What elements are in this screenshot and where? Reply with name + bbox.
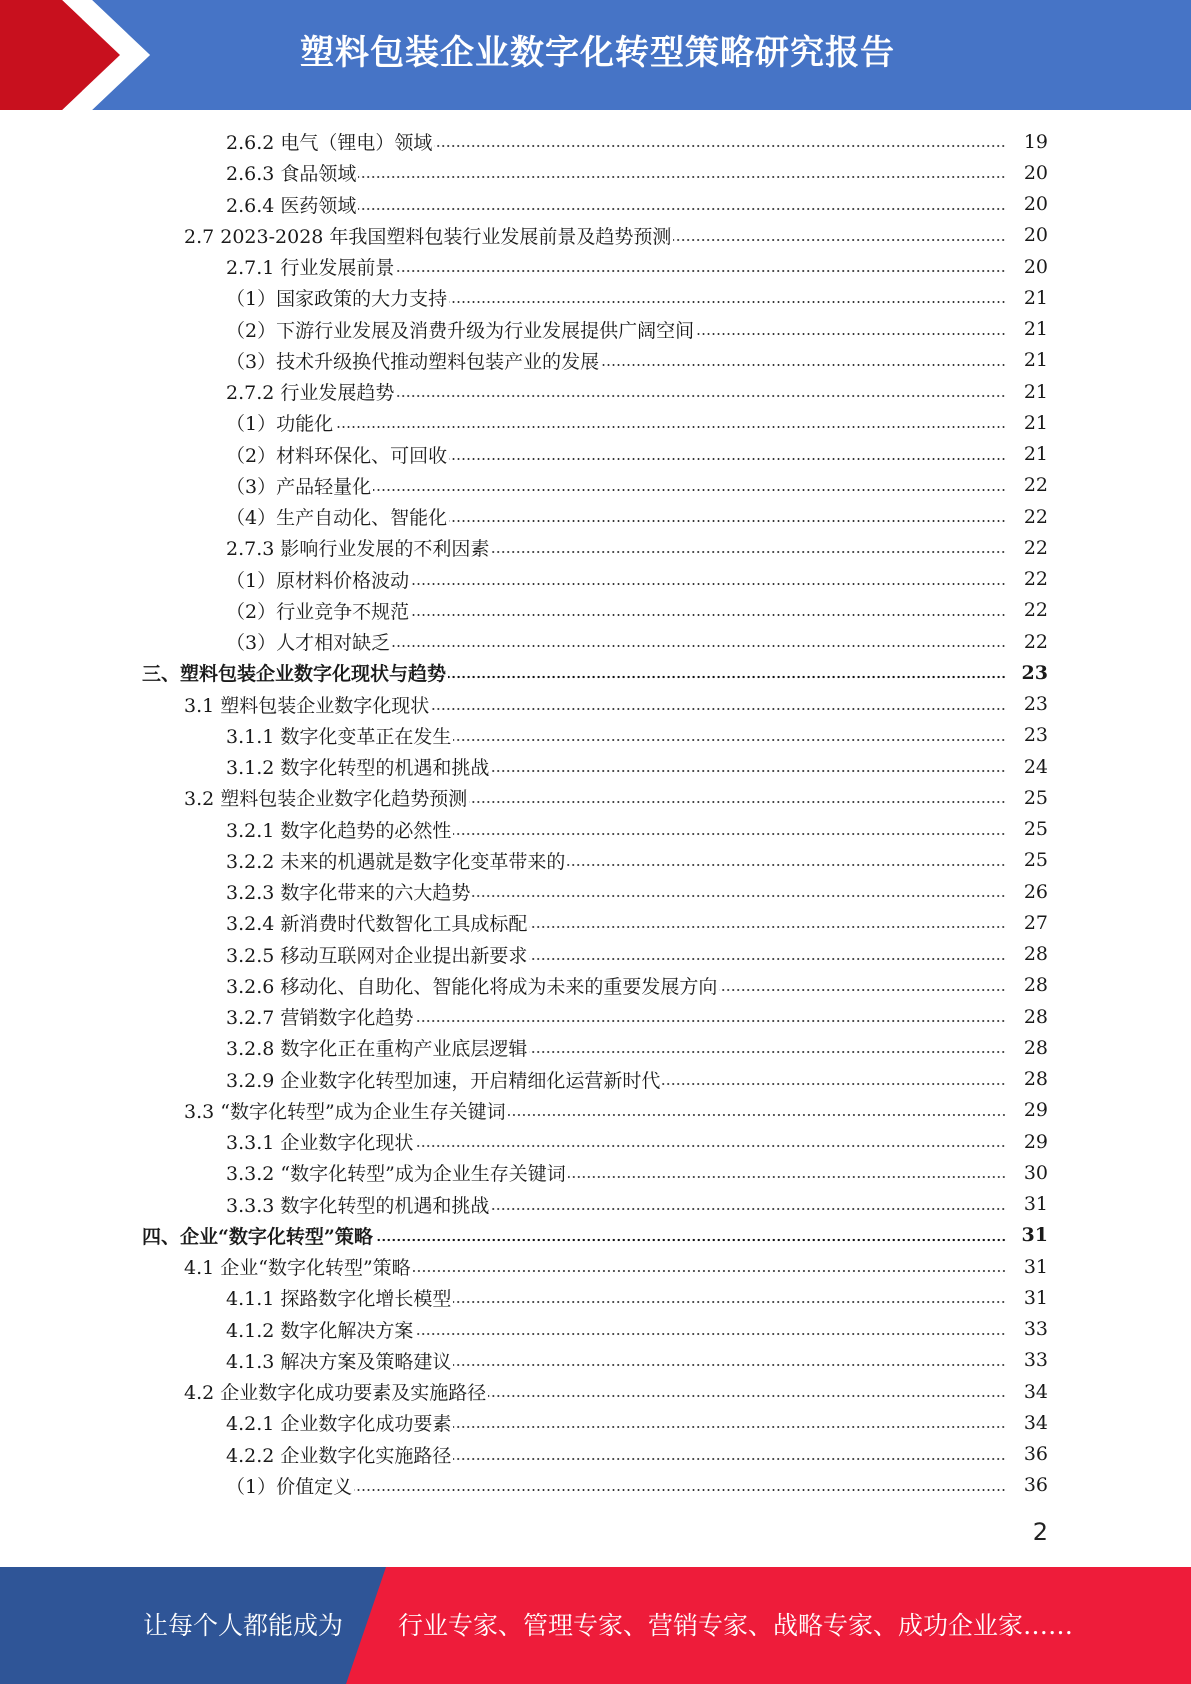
- toc-entry-title: 3.2.5 移动互联网对企业提出新要求: [226, 944, 528, 967]
- toc-entry-page: 19: [1023, 130, 1048, 153]
- toc-dot-leader: [453, 1424, 1006, 1430]
- toc-dot-leader: [358, 206, 1006, 212]
- toc-entry-title: 3.3.1 企业数字化现状: [226, 1132, 414, 1155]
- toc-entry[interactable]: [0, 1001, 1191, 1032]
- toc-entry-page: 21: [1023, 286, 1048, 309]
- toc-entry-title: 3.2.6 移动化、自助化、智能化将成为未来的重要发展方向: [226, 975, 718, 998]
- toc-dot-leader: [449, 518, 1006, 524]
- toc-entry-title: 4.1.2 数字化解决方案: [226, 1319, 414, 1342]
- toc-dot-leader: [469, 799, 1006, 805]
- table-of-contents: [0, 126, 1191, 1501]
- toc-entry[interactable]: [0, 845, 1191, 876]
- page-number: 2: [1032, 1518, 1048, 1546]
- toc-dot-leader: [719, 987, 1006, 993]
- report-title: 塑料包装企业数字化转型策略研究报告: [300, 33, 895, 73]
- toc-entry[interactable]: [0, 126, 1191, 157]
- toc-entry-page: 33: [1023, 1318, 1048, 1341]
- toc-entry-page: 27: [1023, 911, 1048, 934]
- toc-entry-page: 20: [1023, 161, 1048, 184]
- toc-entry-title: 3.2.2 未来的机遇就是数字化变革带来的: [226, 850, 566, 873]
- toc-entry-page: 20: [1023, 193, 1048, 216]
- toc-entry-title: 3.1 塑料包装企业数字化现状: [184, 694, 430, 717]
- toc-dot-leader: [568, 1174, 1006, 1180]
- toc-dot-leader: [529, 956, 1006, 962]
- toc-entry-title: （1）国家政策的大力支持: [226, 288, 448, 311]
- toc-entry[interactable]: [0, 1189, 1191, 1220]
- toc-entry[interactable]: [0, 1376, 1191, 1407]
- toc-dot-leader: [434, 143, 1006, 149]
- toc-dot-leader: [411, 612, 1006, 618]
- toc-entry-page: 26: [1023, 880, 1048, 903]
- toc-entry[interactable]: [0, 251, 1191, 282]
- toc-dot-leader: [449, 456, 1006, 462]
- toc-entry[interactable]: [0, 314, 1191, 345]
- toc-dot-leader: [396, 268, 1006, 274]
- toc-entry-page: 28: [1023, 974, 1048, 997]
- toc-entry-page: 22: [1023, 599, 1048, 622]
- toc-dot-leader: [567, 862, 1006, 868]
- toc-entry-title: 2.7.1 行业发展前景: [226, 257, 395, 280]
- toc-entry[interactable]: [0, 1314, 1191, 1345]
- toc-entry-title: 3.1.1 数字化变革正在发生: [226, 725, 452, 748]
- toc-dot-leader: [472, 893, 1006, 899]
- toc-entry-title: （1）原材料价格波动: [226, 569, 410, 592]
- toc-entry-title: （3）产品轻量化: [226, 475, 372, 498]
- toc-entry[interactable]: [0, 1407, 1191, 1438]
- toc-entry[interactable]: [0, 907, 1191, 938]
- toc-entry-page: 21: [1023, 411, 1048, 434]
- toc-dot-leader: [662, 1081, 1006, 1087]
- toc-entry-page: 28: [1023, 943, 1048, 966]
- toc-dot-leader: [449, 299, 1006, 305]
- toc-entry[interactable]: [0, 157, 1191, 188]
- toc-dot-leader: [375, 1237, 1006, 1243]
- toc-entry[interactable]: [0, 376, 1191, 407]
- toc-entry-page: 21: [1023, 380, 1048, 403]
- toc-entry-title: 3.2 塑料包装企业数字化趋势预测: [184, 788, 468, 811]
- toc-entry-page: 20: [1023, 255, 1048, 278]
- toc-entry[interactable]: [0, 564, 1191, 595]
- toc-entry-page: 33: [1023, 1349, 1048, 1372]
- toc-entry[interactable]: [0, 689, 1191, 720]
- toc-entry[interactable]: [0, 595, 1191, 626]
- toc-entry-title: 2.6.2 电气（锂电）领域: [226, 132, 433, 155]
- toc-dot-leader: [415, 1331, 1006, 1337]
- toc-entry-title: 4.1.3 解决方案及策略建议: [226, 1350, 452, 1373]
- toc-dot-leader: [601, 362, 1006, 368]
- toc-entry-title: （4）生产自动化、智能化: [226, 507, 448, 530]
- toc-entry-title: 2.7 2023-2028 年我国塑料包装行业发展前景及趋势预测: [184, 225, 672, 248]
- toc-entry-title: 四、企业“数字化转型”策略: [142, 1225, 373, 1248]
- toc-entry-page: 23: [1023, 693, 1048, 716]
- toc-entry-page: 30: [1023, 1161, 1048, 1184]
- toc-entry-title: 2.6.3 食品领域: [226, 163, 357, 186]
- toc-entry[interactable]: [0, 939, 1191, 970]
- toc-entry-page: 36: [1023, 1474, 1048, 1497]
- toc-dot-leader: [431, 706, 1006, 712]
- toc-entry-page: 22: [1023, 474, 1048, 497]
- toc-entry[interactable]: [0, 220, 1191, 251]
- toc-entry[interactable]: [0, 657, 1191, 688]
- toc-entry-title: 3.2.3 数字化带来的六大趋势: [226, 882, 471, 905]
- toc-entry[interactable]: [0, 814, 1191, 845]
- toc-entry-page: 25: [1023, 786, 1048, 809]
- toc-entry-page: 22: [1023, 536, 1048, 559]
- footer-slogan-left: 让每个人都能成为: [143, 1611, 344, 1640]
- toc-entry-page: 24: [1023, 755, 1048, 778]
- toc-entry[interactable]: [0, 626, 1191, 657]
- toc-entry[interactable]: [0, 1282, 1191, 1313]
- toc-entry-title: 3.2.9 企业数字化转型加速，开启精细化运营新时代: [226, 1069, 661, 1092]
- toc-dot-leader: [453, 831, 1006, 837]
- toc-dot-leader: [392, 643, 1006, 649]
- toc-entry-title: 3.3 “数字化转型”成为企业生存关键词: [184, 1100, 506, 1123]
- page-header: [0, 0, 1191, 110]
- toc-entry-title: 3.1.2 数字化转型的机遇和挑战: [226, 757, 490, 780]
- toc-entry-title: （1）功能化: [226, 413, 334, 436]
- toc-entry[interactable]: [0, 1064, 1191, 1095]
- toc-entry-title: 4.1.1 探路数字化增长模型: [226, 1288, 452, 1311]
- toc-dot-leader: [491, 549, 1006, 555]
- toc-entry[interactable]: [0, 189, 1191, 220]
- toc-entry-page: 23: [1021, 661, 1048, 684]
- toc-entry-title: 3.2.4 新消费时代数智化工具成标配: [226, 913, 528, 936]
- toc-dot-leader: [453, 737, 1006, 743]
- toc-entry-page: 28: [1023, 1068, 1048, 1091]
- toc-entry[interactable]: [0, 1126, 1191, 1157]
- toc-dot-leader: [448, 674, 1006, 680]
- toc-entry-title: 3.2.7 营销数字化趋势: [226, 1007, 414, 1030]
- toc-dot-leader: [453, 1362, 1006, 1368]
- toc-entry[interactable]: [0, 1470, 1191, 1501]
- toc-dot-leader: [491, 768, 1006, 774]
- toc-entry[interactable]: [0, 1345, 1191, 1376]
- toc-dot-leader: [508, 1112, 1006, 1118]
- toc-entry[interactable]: [0, 532, 1191, 563]
- toc-dot-leader: [453, 1456, 1006, 1462]
- toc-entry-page: 28: [1023, 1036, 1048, 1059]
- toc-entry-page: 28: [1023, 1005, 1048, 1028]
- toc-entry[interactable]: [0, 1095, 1191, 1126]
- toc-entry-page: 22: [1023, 505, 1048, 528]
- toc-entry-title: （1）价值定义: [226, 1475, 353, 1498]
- toc-dot-leader: [696, 331, 1006, 337]
- toc-entry-title: 4.2.1 企业数字化成功要素: [226, 1413, 452, 1436]
- toc-entry-title: 3.2.1 数字化趋势的必然性: [226, 819, 452, 842]
- toc-entry-page: 36: [1023, 1443, 1048, 1466]
- toc-entry-page: 21: [1023, 349, 1048, 372]
- footer-slogan-right: 行业专家、管理专家、营销专家、战略专家、成功企业家……: [398, 1611, 1074, 1640]
- toc-entry[interactable]: [0, 439, 1191, 470]
- toc-entry-title: 3.3.2 “数字化转型”成为企业生存关键词: [226, 1163, 566, 1186]
- toc-entry-title: 2.6.4 医药领域: [226, 194, 357, 217]
- toc-entry[interactable]: [0, 1032, 1191, 1063]
- toc-entry[interactable]: [0, 407, 1191, 438]
- toc-entry-page: 29: [1023, 1099, 1048, 1122]
- toc-entry-page: 31: [1023, 1193, 1048, 1216]
- toc-dot-leader: [673, 237, 1006, 243]
- page-footer: [0, 1567, 1191, 1684]
- toc-entry[interactable]: [0, 470, 1191, 501]
- toc-entry-page: 25: [1023, 818, 1048, 841]
- toc-entry-title: 4.1 企业“数字化转型”策略: [184, 1257, 411, 1280]
- toc-entry-page: 34: [1023, 1411, 1048, 1434]
- toc-entry-page: 31: [1021, 1224, 1048, 1247]
- toc-dot-leader: [415, 1018, 1006, 1024]
- header-chevron-icon: [0, 0, 150, 110]
- toc-entry-title: 3.3.3 数字化转型的机遇和挑战: [226, 1194, 490, 1217]
- toc-dot-leader: [411, 581, 1006, 587]
- toc-dot-leader: [335, 424, 1006, 430]
- toc-dot-leader: [396, 393, 1006, 399]
- toc-entry-page: 29: [1023, 1130, 1048, 1153]
- toc-entry-page: 31: [1023, 1286, 1048, 1309]
- toc-entry-title: 4.2 企业数字化成功要素及实施路径: [184, 1382, 487, 1405]
- toc-dot-leader: [453, 1299, 1006, 1305]
- toc-entry-title: （3）技术升级换代推动塑料包装产业的发展: [226, 350, 600, 373]
- toc-entry-page: 21: [1023, 318, 1048, 341]
- toc-entry-title: 2.7.2 行业发展趋势: [226, 382, 395, 405]
- toc-entry-page: 23: [1023, 724, 1048, 747]
- toc-entry[interactable]: [0, 345, 1191, 376]
- toc-entry-title: 3.2.8 数字化正在重构产业底层逻辑: [226, 1038, 528, 1061]
- toc-entry-page: 31: [1023, 1255, 1048, 1278]
- toc-entry[interactable]: [0, 720, 1191, 751]
- toc-entry[interactable]: [0, 1157, 1191, 1188]
- toc-entry[interactable]: [0, 970, 1191, 1001]
- toc-entry-title: 三、塑料包装企业数字化现状与趋势: [142, 663, 447, 686]
- toc-entry-page: 25: [1023, 849, 1048, 872]
- toc-entry-title: （2）行业竞争不规范: [226, 600, 410, 623]
- toc-entry[interactable]: [0, 1439, 1191, 1470]
- toc-entry[interactable]: [0, 282, 1191, 313]
- toc-entry[interactable]: [0, 782, 1191, 813]
- toc-entry-title: （3）人才相对缺乏: [226, 632, 391, 655]
- toc-entry-page: 20: [1023, 224, 1048, 247]
- toc-entry-title: 2.7.3 影响行业发展的不利因素: [226, 538, 490, 561]
- toc-dot-leader: [488, 1393, 1006, 1399]
- toc-dot-leader: [415, 1143, 1006, 1149]
- toc-entry-page: 34: [1023, 1380, 1048, 1403]
- toc-dot-leader: [373, 487, 1006, 493]
- toc-entry[interactable]: [0, 876, 1191, 907]
- toc-dot-leader: [529, 924, 1006, 930]
- toc-dot-leader: [529, 1049, 1006, 1055]
- toc-entry[interactable]: [0, 751, 1191, 782]
- toc-dot-leader: [413, 1268, 1006, 1274]
- toc-entry-title: （2）材料环保化、可回收: [226, 444, 448, 467]
- toc-entry-title: 4.2.2 企业数字化实施路径: [226, 1444, 452, 1467]
- toc-entry-page: 22: [1023, 630, 1048, 653]
- toc-entry-page: 22: [1023, 568, 1048, 591]
- toc-entry-page: 21: [1023, 443, 1048, 466]
- toc-entry[interactable]: [0, 1220, 1191, 1251]
- toc-dot-leader: [358, 174, 1006, 180]
- toc-entry-title: （2）下游行业发展及消费升级为行业发展提供广阔空间: [226, 319, 695, 342]
- toc-dot-leader: [354, 1487, 1006, 1493]
- toc-entry[interactable]: [0, 501, 1191, 532]
- toc-entry[interactable]: [0, 1251, 1191, 1282]
- toc-dot-leader: [491, 1206, 1006, 1212]
